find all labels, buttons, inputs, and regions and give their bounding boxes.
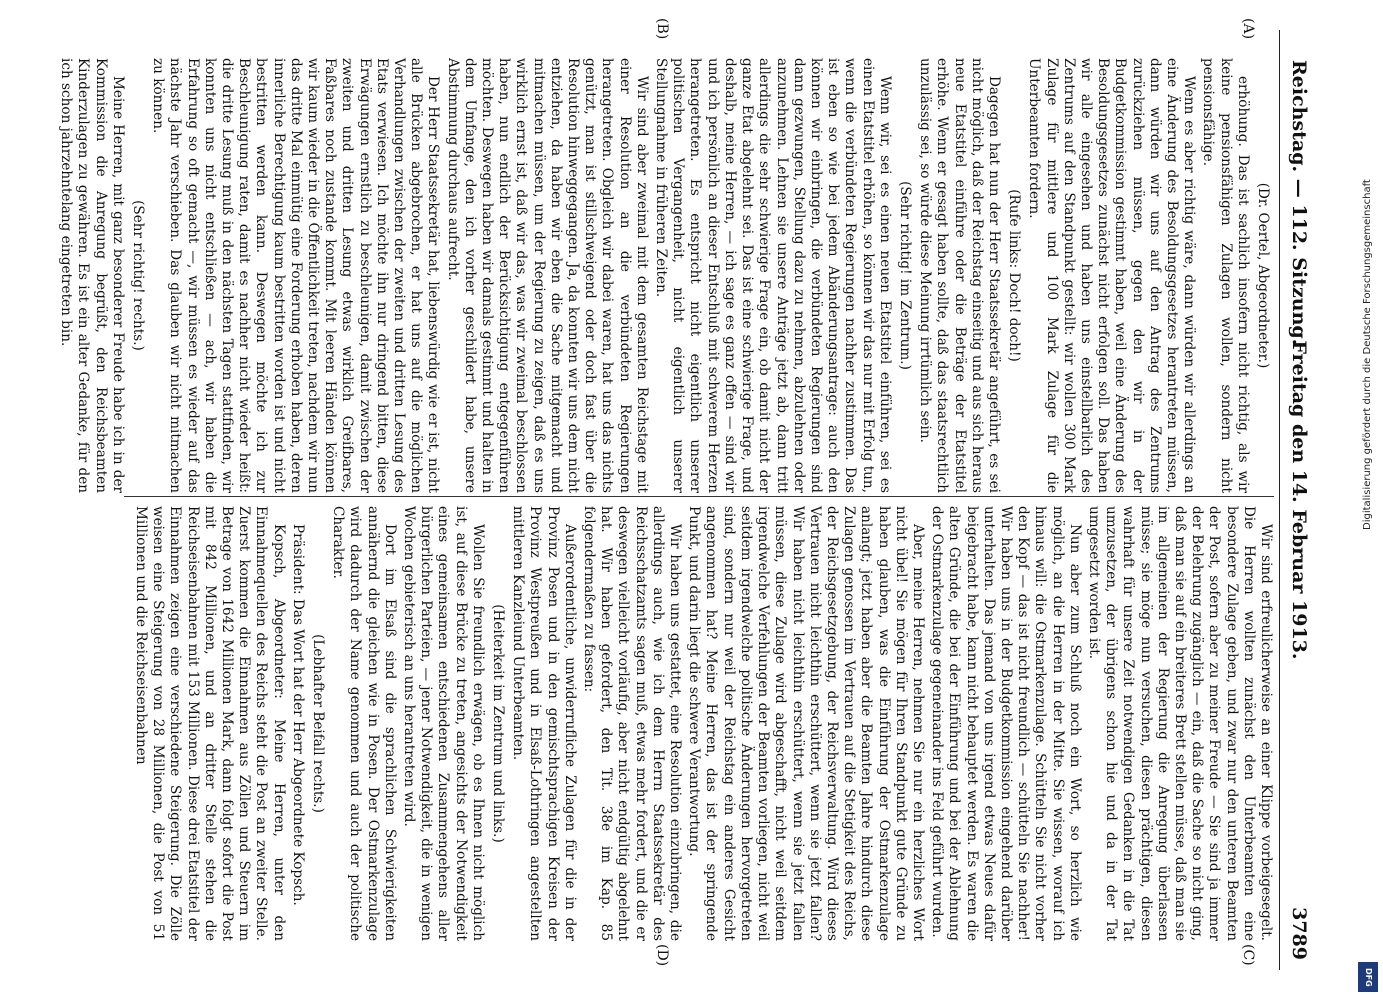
left-column	[58, 58, 1274, 493]
paragraph: Wollen Sie freundlich erwägen, ob es Ihnen nicht möglich ist, auf diese Brücke zu treten, angesichts der Notwendigkeit eines gemeinsamen entschiedenen Zusammengehens aller bürgerlichen Parteien, — jener Notwendigkeit, die in wenigen Wochen gebieterisch an uns herantreten wird.	[401, 506, 486, 941]
paragraph: (Rufe links: Doch! doch!)	[1006, 189, 1023, 362]
paragraph: Dagegen hat nun der Herr Staatssekretär angeführt, es sei nicht möglich, daß der Reichstag einseitig und aus sich heraus neue Etatstitel einführe oder die Beträge der Etatstitel erhöhe. Wenn er gesagt haben sollte, daß das staatsrechtlich unzulässig sei, so würde diese Meinung irrtümlich sein.	[917, 58, 1002, 493]
paragraph: Wir sind erfreulicherweise an einer Klippe vorbeigesegelt. Die Herren wollten zunächst den Unterbeamten eine besondere Zulage geben, und zwar nur den unteren Beamten der Post, sofern aber zu meiner Freude — Sie sind ja immer der Belehrung zugänglich — ein, daß die Sache so nicht ging, daß man sie auf ein breiteres Brett stellen müsse, daß man sie im allgemeinen der Regierung die Anregung überlassen müsse; sie möge nun versuchen, diesen prächtigen, diesen wahrhaft für unsere Zeit notwendigen Gedanken in die Tat umzusetzen, der übrigens schon hie und da in der Tat umgesetzt worden ist.	[1085, 506, 1274, 941]
page-header	[1282, 40, 1316, 960]
digitization-note: Digitalisierung gefördert durch die Deutsche Forschungsgemeinschaft	[1362, 179, 1373, 530]
scanned-page	[58, 0, 1330, 1000]
header-rule	[1279, 30, 1280, 970]
paragraph: (Heiterkeit im Zentrum und links.)	[490, 604, 507, 843]
paragraph: Meine Herren, mit ganz besonderer Freude habe ich in der Kommission die Anregung begrüßt, den Reichsbeamten Kinderzulagen zu gewähren. Es ist ein alter Gedanke, für den ich schon jahrzehntelang eingetreten bin.	[58, 58, 126, 493]
header-left: Reichstag. — 112. Sitzung.	[1288, 60, 1310, 346]
paragraph: (Sehr richtig! im Zentrum.)	[896, 181, 913, 370]
paragraph: erhöhung. Das ist sachlich insofern nicht richtig, als wir keine pensionsfähigen Zulagen wollen, sondern nicht pensionsfähige.	[1200, 58, 1251, 493]
paragraph: Kopsch, Abgeordneter: Meine Herren, unter den Einnahmequellen des Reichs steht die Post an zweiter Stelle. Zuerst kommen die Einnahmen aus Zöllen und Steuern im Betrage von 1642 Millionen Mark, dann folgt sofort die Post mit 842 Millionen, und an dritter Stelle stehen die Reichseisenbahnen mit 153 Millionen. Diese drei Etatstitel der Einnahmen zeigen eine verschiedene Steigerung. Die Zölle weisen eine Steigerung von 28 Millionen, die Post von 51 Millionen und die Reichseisenbahnen	[133, 506, 287, 941]
paragraph: (Dr. Oertel, Abgeordneter.)	[1255, 182, 1271, 369]
margin-mark-d: (D)	[654, 944, 670, 967]
paragraph: Wenn es aber richtig wäre, dann würden wir allerdings an eine Änderung des Besoldungsgesetzes herantreten müssen, dann würden wir uns auf den Antrag des Zentrums zurückziehen müssen, gegen den wir in der Budgetkommission gestimmt haben, weil eine Änderung des Besoldungsgesetzes zunächst nicht erfolgen soll. Das haben wir alle eingesehen und haben uns einstellbarlich des Zentrums auf den Standpunkt gestellt: wir wollen 300 Mark Zulage für mittlere und 100 Mark Zulage für die Unterbeamten fordern.	[1026, 58, 1198, 493]
margin-mark-a: (A)	[1240, 18, 1256, 40]
paragraph: (Sehr richtig! rechts.)	[130, 200, 146, 351]
paragraph: Der Herr Staatssekretär hat, liebenswürdig wie er ist, nicht alle Brücken abgebrochen, er hat uns auf die möglichen Verhandlungen zwischen der zweiten und dritten Lesung des Etats verwiesen. Ich möchte ihn nur dringend bitten, diese Erwägungen ernstlich zu beschleunigen, damit zwischen der zweiten und dritten Lesung etwas wirklich Greifbares, Faßbares noch zustande kommt. Mit leeren Händen können wir kaum wieder in die Öffentlichkeit treten, nachdem wir nun das dritte Mal einmütig eine Forderung erhoben haben, deren innerliche Berechtigung kaum bestritten worden ist und nicht bestritten werden kann. Deswegen möchte ich zur Beschleunigung raten, damit es nachher nicht wieder heißt: die dritte Lesung muß in den nächsten Tagen stattfinden, wir konnten uns nicht entschließen — ach, wir haben die Erfahrung so oft gemacht —, wir müssen es wieder auf das nächste Jahr verschieben. Das glauben wir nicht mitmachen zu können.	[150, 58, 442, 493]
margin-mark-b: (B)	[654, 18, 670, 40]
rotated-page	[58, 0, 1330, 1000]
paragraph: Außerordentliche, unwiderrufliche Zulagen für die in der Provinz Posen und in den gemischtsprachigen Kreisen der Provinz Westpreußen und in Elsaß-Lothringen angestellten mittleren Kanzleiund Unterbeamten.	[510, 506, 578, 941]
right-column	[124, 506, 1274, 941]
margin-mark-c: (C)	[1240, 944, 1256, 966]
paragraph: (Lebhafter Beifall rechts.)	[310, 634, 327, 813]
paragraph: Wir haben uns gestattet, eine Resolution einzubringen, die allerdings auch, wie ich dem Herrn Staatssekretär des Reichsschatzamts sagen muß, etwas mehr fordert, und die er deswegen vielleicht vorläufig, aber nicht endgültig abgelehnt hat. Wir haben gefordert, den Tit. 38e im Kap. 85 folgendermaßen zu fassen:	[581, 506, 684, 941]
paragraph: Aber, meine Herren, nehmen Sie nur ein herzliches Wort nicht übel! Sie mögen für Ihren Standpunkt gute Gründe zu haben glauben, was die Einführung der Ostmarkenzulage anlangt; jetzt haben aber die Beamten Jahre hindurch diese Zulagen genossen im Vertrauen auf die Stetigkeit des Reichs, der Reichsgesetzgebung, der Reichsverwaltung. Wird dieses Vertrauen nicht leichthin erschüttert, wenn sie jetzt fallen? Wir haben nicht leichthin erschüttert, wenn sie jetzt fallen müssen, diese Zulage wird abgeschafft, nicht weil seitdem irgendwelche Verfehlungen der Beamten vorliegen, nicht weil seitdem irgendwelche politische Änderungen hervorgetreten sind, sondern nur weil der Reichstag ein anderes Gesicht angenommen hat? Meine Herren, das ist der springende Punkt, und darin liegt die schwere Verantwortung.	[686, 506, 926, 941]
paragraph: Wenn wir, sei es einen neuen Etatstitel einführen, sei es einen Etatstitel erhöhen, so können wir das nur mit Erfolg tun, wenn die verbündeten Regierungen nachher zustimmen. Das ist eben so wie bei jedem Abänderungsantrage: auch den können wir einbringen, die verbündeten Regierungen sind dann gezwungen, Stellung dazu zu nehmen, abzulehnen oder anzunehmen. Lehnen sie unsere Anträge jetzt ab, dann tritt allerdings die sehr schwierige Frage ein, ob damit nicht der ganze Etat abgelehnt sei. Das ist eine schwierige Frage, und deshalb, meine Herren, — ich sage es ganz offen — sind wir und ich persönlich an dieser Entschluß mit schwerem Herzen herangetreten. Es entspricht nicht eigentlich unserer politischen Vergangenheit, nicht eigentlich unserer Stellungnahme in früheren Zeiten.	[653, 58, 893, 493]
page-number: 3789	[1288, 907, 1310, 960]
paragraph: Dort im Elsaß sind die sprachlichen Schwierigkeiten annähernd die gleichen wie in Posen. Der Ostmarkenzulage wird dadurch der Name genommen und auch der politische Charakter.	[330, 506, 398, 941]
column-divider	[124, 496, 1274, 497]
paragraph: Wir sind aber zweimal mit dem gesamten Reichstage mit einer Resolution an die verbündeten Regierungen herangetreten. Obgleich wir dabei waren, hat uns das nichts genützt, man ist stillschweigend oder doch fast über die Resolution hinweggegangen. Ja, da konnten wir uns dem nicht entziehen, da haben wir eben die Sache mitgemacht und mitmachen müssen, um der Regierung zu zeigen, daß es uns wirklich ernst ist, daß wir das, was wir zweimal beschlossen haben, nun endlich der Berücksichtigung entgegenführen möchten. Deswegen haben wir damals gestimmt und halten in dem Umfange, den ich vorher geschildert habe, unsere Abstimmung durchaus aufrecht.	[444, 58, 650, 493]
paragraph: Präsident: Das Wort hat der Herr Abgeordnete Kopsch.	[289, 524, 306, 906]
paragraph: Nun aber zum Schluß noch ein Wort, so herzlich wie möglich, an die Herren in der Mitte. Sie wissen, worauf ich hinaus will: die Ostmarkenzulage. Schütteln Sie nicht vorher den Kopf — das ist nicht freundlich — schütteln Sie nachher! Wir haben uns in der Budgetkommission eingehend darüber unterhalten. Das jemand von uns irgend etwas Neues dafür beigebracht habe, kann nicht behauptet werden. Es waren die alten Gründe, die bei der Einführung und bei der Ablehnung der Ostmarkenzulage gegeneinander ins Feld geführt wurden.	[929, 506, 1083, 941]
header-center: Freitag den 14. Februar 1913.	[1288, 340, 1310, 660]
dfg-logo: DFG	[1358, 962, 1378, 992]
